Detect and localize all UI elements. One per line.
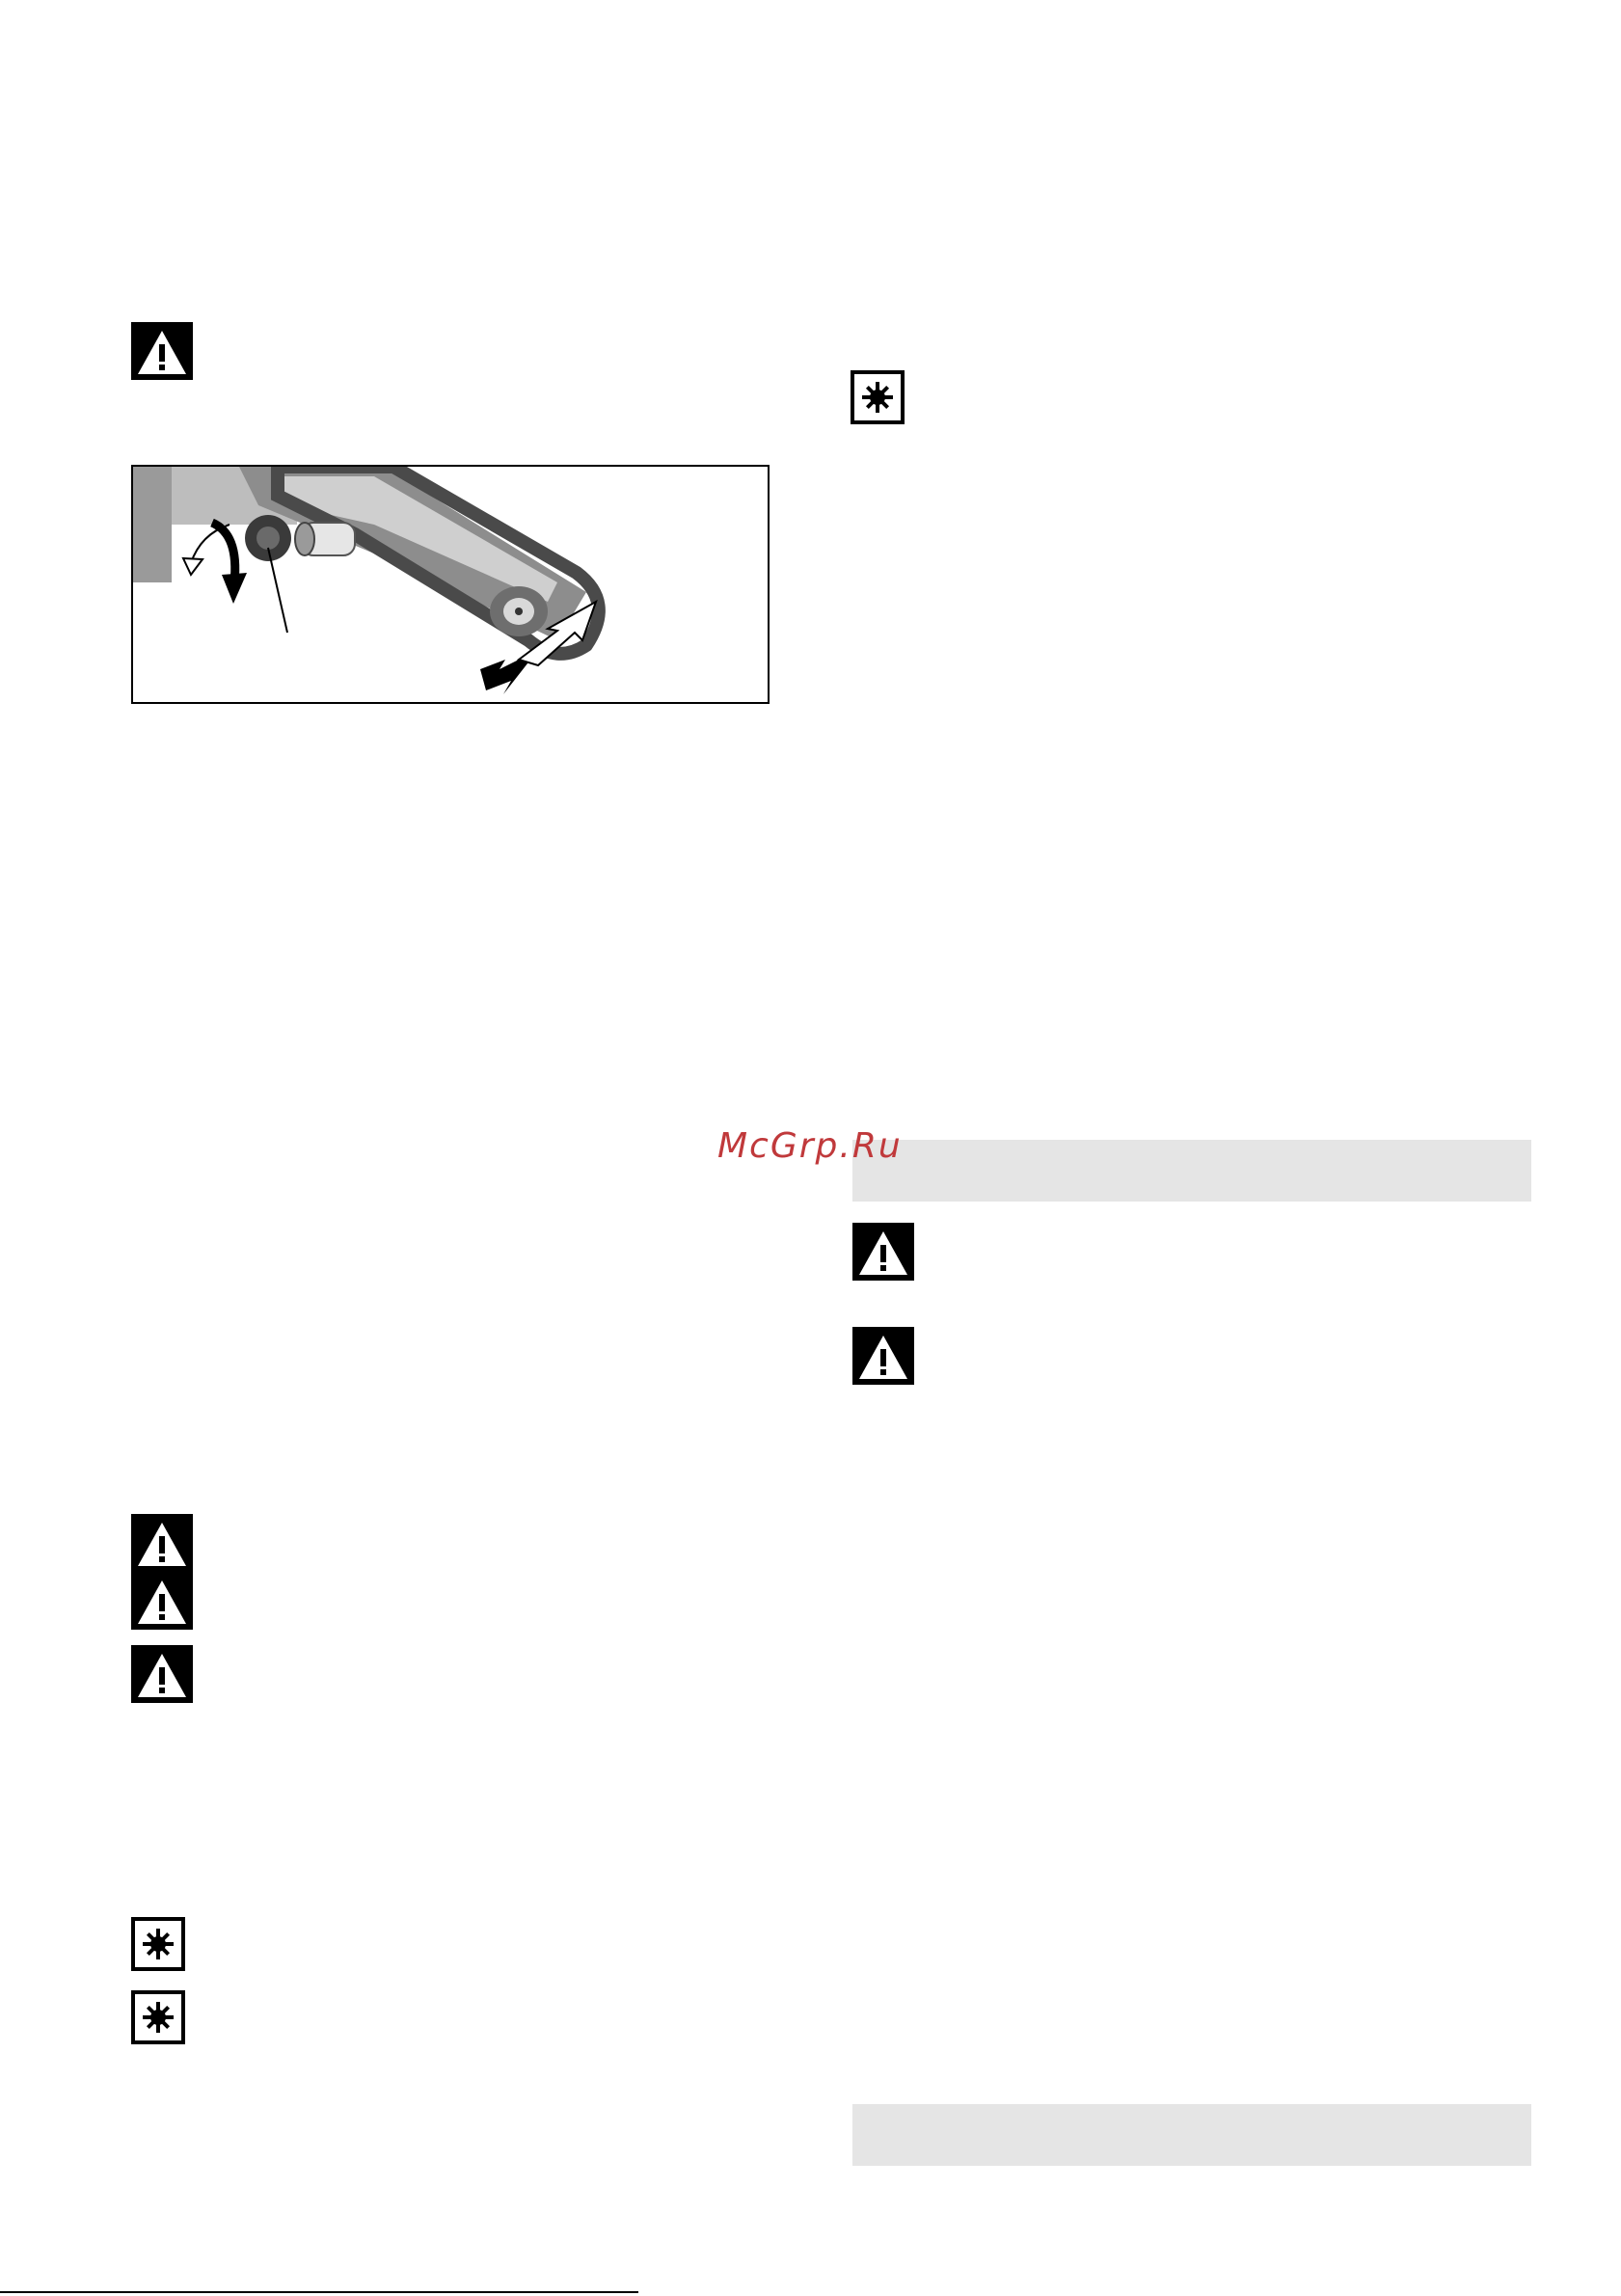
- warning-triangle-icon: [131, 322, 193, 384]
- warning-triangle-icon: [131, 1514, 193, 1576]
- environment-note-icon: [131, 1990, 185, 2048]
- section-header-band: [852, 1140, 1531, 1202]
- footer-rule: [0, 2291, 638, 2293]
- warning-triangle-icon: [852, 1327, 914, 1389]
- environment-note-icon: [131, 1917, 185, 1975]
- warning-triangle-icon: [131, 1572, 193, 1634]
- belt-tension-figure: [131, 465, 770, 704]
- watermark: McGrp.Ru: [717, 1126, 903, 1166]
- warning-triangle-icon: [852, 1223, 914, 1284]
- environment-note-icon: [851, 370, 905, 428]
- warning-triangle-icon: [131, 1645, 193, 1707]
- section-header-band: [852, 2104, 1531, 2166]
